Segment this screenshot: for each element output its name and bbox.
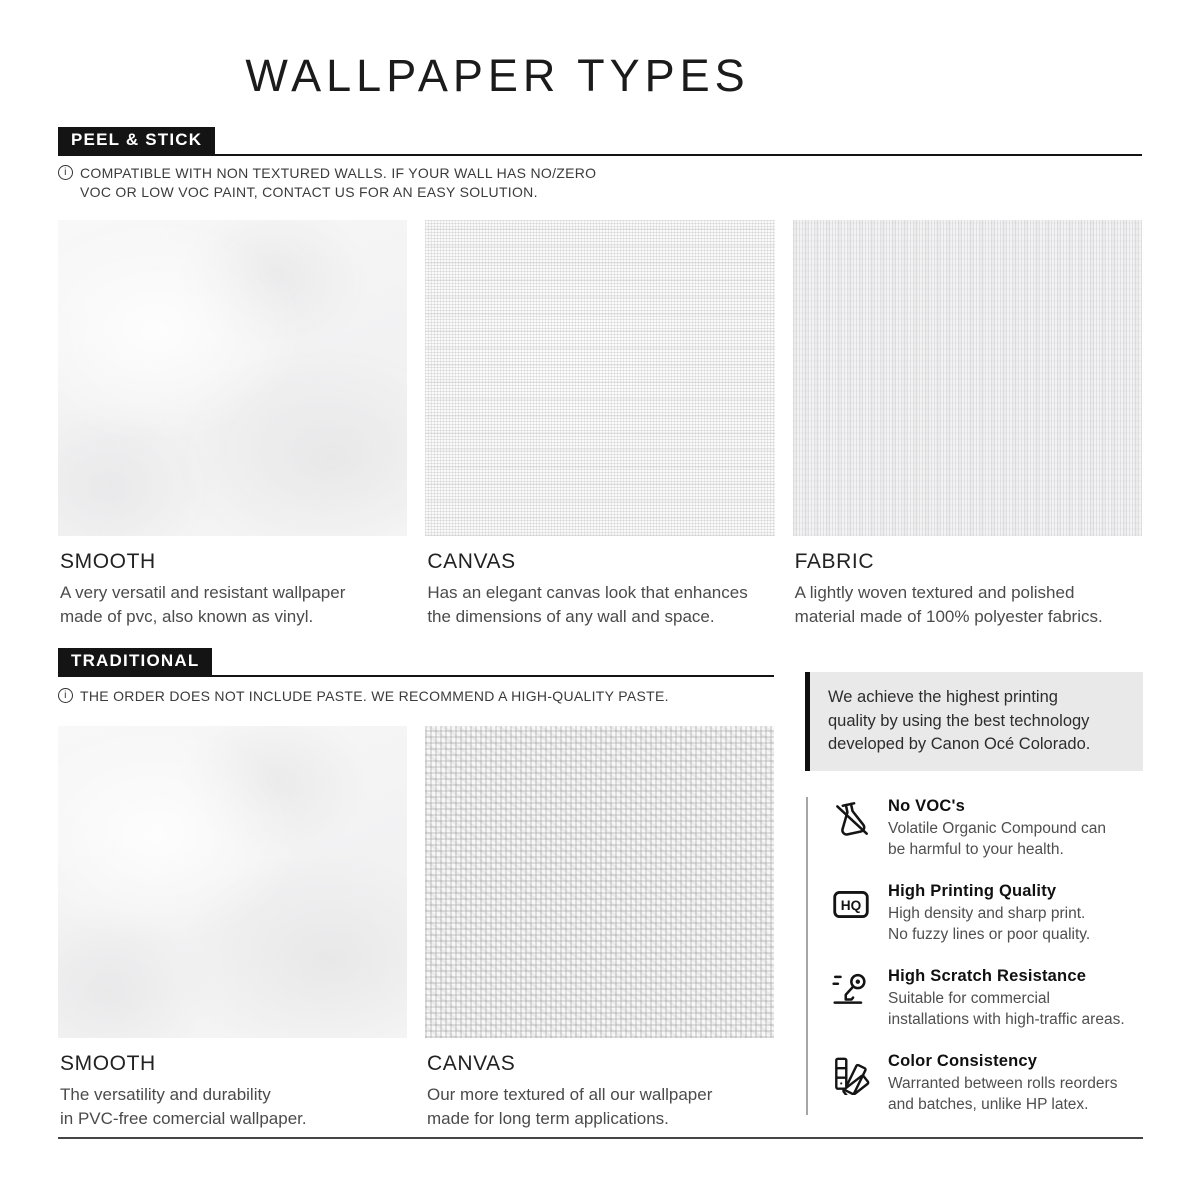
peel-stick-note — [58, 164, 596, 202]
feature-description — [888, 989, 1125, 1030]
info-icon: i — [58, 688, 73, 703]
swatch-description — [60, 1083, 407, 1131]
swatch-title: SMOOTH — [60, 1052, 156, 1075]
feature-high-printing-quality — [830, 882, 1152, 945]
feature-text — [888, 1052, 1117, 1115]
printing-quality-quote — [805, 672, 1143, 771]
feature-text — [888, 797, 1106, 860]
feature-title: High Printing Quality — [888, 882, 1057, 900]
quote-line: We achieve the highest printing — [828, 688, 1058, 706]
desc-line: Volatile Organic Compound can — [888, 820, 1106, 837]
feature-title: High Scratch Resistance — [888, 967, 1087, 985]
swatch-title: FABRIC — [794, 550, 875, 573]
bottom-divider — [58, 1137, 1143, 1139]
peel-stick-section-header — [58, 127, 1142, 156]
desc-line: Suitable for commercial — [888, 990, 1050, 1007]
feature-no-vocs — [830, 797, 1152, 860]
hq-badge-icon — [830, 883, 872, 925]
feature-description — [888, 904, 1090, 945]
feature-description — [888, 819, 1106, 860]
swatch-description — [795, 581, 1142, 629]
note-line: VOC OR LOW VOC PAINT, CONTACT US FOR AN EASY SOLUTION. — [80, 184, 538, 200]
swatch-card-fabric — [793, 220, 1142, 629]
desc-line: the dimensions of any wall and space. — [427, 607, 715, 626]
desc-line: material made of 100% polyester fabrics. — [794, 607, 1103, 626]
desc-line: The versatility and durability — [60, 1085, 271, 1104]
desc-line: be harmful to your health. — [888, 840, 1064, 858]
feature-color-consistency — [830, 1052, 1152, 1115]
traditional-badge: TRADITIONAL — [58, 648, 212, 675]
peel-stick-swatch-row — [58, 220, 1142, 629]
note-line: THE ORDER DOES NOT INCLUDE PASTE. WE RECOMMEND A HIGH-QUALITY PASTE. — [80, 688, 669, 704]
desc-line: and batches, unlike HP latex. — [888, 1095, 1089, 1113]
swatch-title: CANVAS — [427, 550, 516, 573]
quote-line: developed by Canon Océ Colorado. — [828, 735, 1091, 753]
desc-line: Warranted between rolls reorders — [888, 1075, 1118, 1092]
feature-list — [806, 797, 1152, 1115]
note-line: COMPATIBLE WITH NON TEXTURED WALLS. IF YOUR WALL HAS NO/ZERO — [80, 165, 597, 181]
desc-line: made for long term applications. — [427, 1109, 669, 1128]
swatch-description — [60, 581, 407, 629]
feature-text — [888, 967, 1125, 1030]
peel-stick-note-text — [80, 164, 596, 202]
info-icon: i — [58, 165, 73, 180]
desc-line: No fuzzy lines or poor quality. — [888, 925, 1091, 943]
traditional-section-header — [58, 648, 774, 677]
feature-description — [888, 1074, 1117, 1115]
desc-line: A lightly woven textured and polished — [794, 583, 1075, 602]
traditional-note — [58, 687, 669, 706]
swatch-card-canvas — [425, 220, 774, 629]
no-voc-flask-icon — [830, 798, 872, 840]
traditional-note-text — [80, 687, 669, 706]
feature-text — [888, 882, 1090, 945]
desc-line: Our more textured of all our wallpaper — [427, 1085, 713, 1104]
fine-canvas-weave-texture — [425, 220, 774, 536]
swatch-description — [427, 581, 774, 629]
desc-line: Has an elegant canvas look that enhances — [427, 583, 748, 602]
color-swatches-icon — [830, 1053, 872, 1095]
page-title: WALLPAPER TYPES — [245, 50, 750, 101]
traditional-swatch-row — [58, 726, 774, 1131]
desc-line: made of pvc, also known as vinyl. — [60, 607, 314, 626]
feature-high-scratch-resistance — [830, 967, 1152, 1030]
quote-line: quality by using the best technology — [828, 711, 1090, 730]
feature-title: Color Consistency — [888, 1052, 1038, 1070]
coarse-canvas-weave-texture — [425, 726, 774, 1038]
desc-line: High density and sharp print. — [888, 905, 1086, 922]
peel-stick-badge: PEEL & STICK — [58, 127, 215, 154]
feature-title: No VOC's — [888, 797, 966, 815]
swatch-description — [427, 1083, 774, 1131]
desc-line: A very versatil and resistant wallpaper — [60, 583, 346, 602]
svg-text:HQ: HQ — [840, 897, 862, 913]
desc-line: installations with high-traffic areas. — [888, 1010, 1125, 1028]
swatch-title: SMOOTH — [60, 550, 156, 573]
swatch-card-canvas-traditional — [425, 726, 774, 1131]
swatch-card-smooth — [58, 220, 407, 629]
smooth-vinyl-texture — [58, 220, 407, 536]
polyester-fabric-weave-texture — [793, 220, 1142, 536]
scratch-key-icon — [830, 968, 872, 1010]
swatch-title: CANVAS — [427, 1052, 516, 1075]
swatch-card-smooth-traditional — [58, 726, 407, 1131]
desc-line: in PVC-free comercial wallpaper. — [60, 1109, 307, 1128]
smooth-pvc-free-texture — [58, 726, 407, 1038]
